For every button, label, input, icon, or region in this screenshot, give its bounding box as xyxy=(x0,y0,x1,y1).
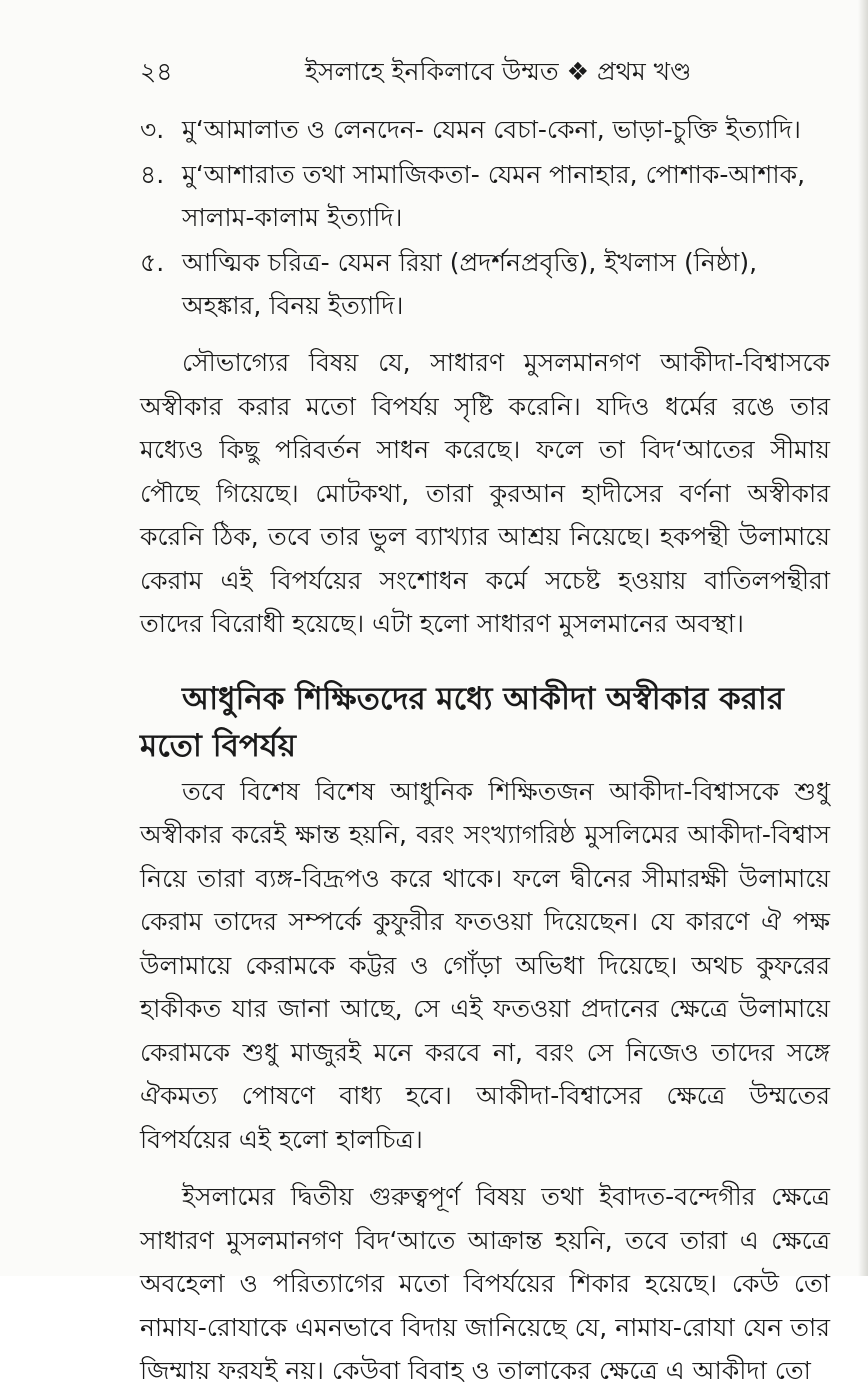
list-item-text: আত্মিক চরিত্র- যেমন রিয়া (প্রদর্শনপ্রবৃত্তি), ইখলাস (নিষ্ঠা), অহঙ্কার, বিনয় ইত্যাদি। xyxy=(182,248,758,320)
list-item xyxy=(140,108,830,151)
page-body xyxy=(140,108,830,1393)
list-item-number: ৪. xyxy=(140,160,165,189)
numbered-list xyxy=(140,108,830,327)
list-item xyxy=(140,241,830,327)
list-item-number: ৫. xyxy=(140,248,165,277)
running-head xyxy=(140,52,830,92)
list-item xyxy=(140,153,830,239)
list-item-text: মু‘আমালাত ও লেনদেন- যেমন বেচা-কেনা, ভাড়া-চুক্তি ইত্যাদি। xyxy=(182,115,801,144)
book-title: ইসলাহে ইনকিলাবে উম্মত ❖ প্রথম খণ্ড xyxy=(305,57,692,86)
body-paragraph: ইসলামের দ্বিতীয় গুরুত্বপূর্ণ বিষয় তথা ইবাদত-বন্দেগীর ক্ষেত্রে সাধারণ মুসলমানগণ বিদ‘আতে আক্রান্ত হয়নি, তবে তারা এ ক্ষেত্রে অবহেলা ও পরিত্যাগের মতো বিপর্যয়ের শিকার হয়েছে। কেউ তো নামায-রোযাকে এমনভাবে বিদায় জানিয়েছে যে, নামায-রোযা যেন তার জিম্মায় ফরযই নয়। কেউবা বিবাহ ও তালাকের ক্ষেত্রে এ আকীদা তো xyxy=(140,1182,830,1385)
section-heading: আধুনিক শিক্ষিতদের মধ্যে আকীদা অস্বীকার করার মতো বিপর্যয় xyxy=(140,680,784,764)
body-paragraph: সৌভাগ্যের বিষয় যে, সাধারণ মুসলমানগণ আকীদা-বিশ্বাসকে অস্বীকার করার মতো বিপর্যয় সৃষ্টি করেনি। যদিও ধর্মের রঙে তার মধ্যেও কিছু পরিবর্তন সাধন করেছে। ফলে তা বিদ‘আতের সীমায় পৌছে গিয়েছে। মোটকথা, তারা কুরআন হাদীসের বর্ণনা অস্বীকার করেনি ঠিক, তবে তার ভুল ব্যাখ্যার আশ্রয় নিয়েছে। হকপন্থী উলামায়ে কেরাম এই বিপর্যয়ের সংশোধন কর্মে সচেষ্ট হওয়ায় বাতিলপন্থীরা তাদের বিরোধী হয়েছে। এটা হলো সাধারণ মুসলমানের অবস্থা। xyxy=(140,348,831,638)
page-number: ২৪ xyxy=(140,57,173,86)
page-edge-shadow xyxy=(858,0,868,1276)
body-paragraph: তবে বিশেষ বিশেষ আধুনিক শিক্ষিতজন আকীদা-বিশ্বাসকে শুধু অস্বীকার করেই ক্ষান্ত হয়নি, বরং সংখ্যাগরিষ্ঠ মুসলিমের আকীদা-বিশ্বাস নিয়ে তারা ব্যঙ্গ-বিদ্রূপও করে থাকে। ফলে দ্বীনের সীমারক্ষী উলামায়ে কেরাম তাদের সম্পর্কে কুফুরীর ফতওয়া দিয়েছেন। যে কারণে ঐ পক্ষ উলামায়ে কেরামকে কট্টর ও গোঁড়া অভিধা দিয়েছে। অথচ কুফরের হাকীকত যার জানা আছে, সে এই ফতওয়া প্রদানের ক্ষেত্রে উলামায়ে কেরামকে শুধু মাজুরই মনে করবে না, বরং সে নিজেও তাদের সঙ্গে ঐকমত্য পোষণে বাধ্য হবে। আকীদা-বিশ্বাসের ক্ষেত্রে উম্মতের বিপর্যয়ের এই হলো হালচিত্র। xyxy=(140,776,830,1154)
list-item-number: ৩. xyxy=(140,115,165,144)
list-item-text: মু‘আশারাত তথা সামাজিকতা- যেমন পানাহার, পোশাক-আশাক, সালাম-কালাম ইত্যাদি। xyxy=(182,160,806,232)
